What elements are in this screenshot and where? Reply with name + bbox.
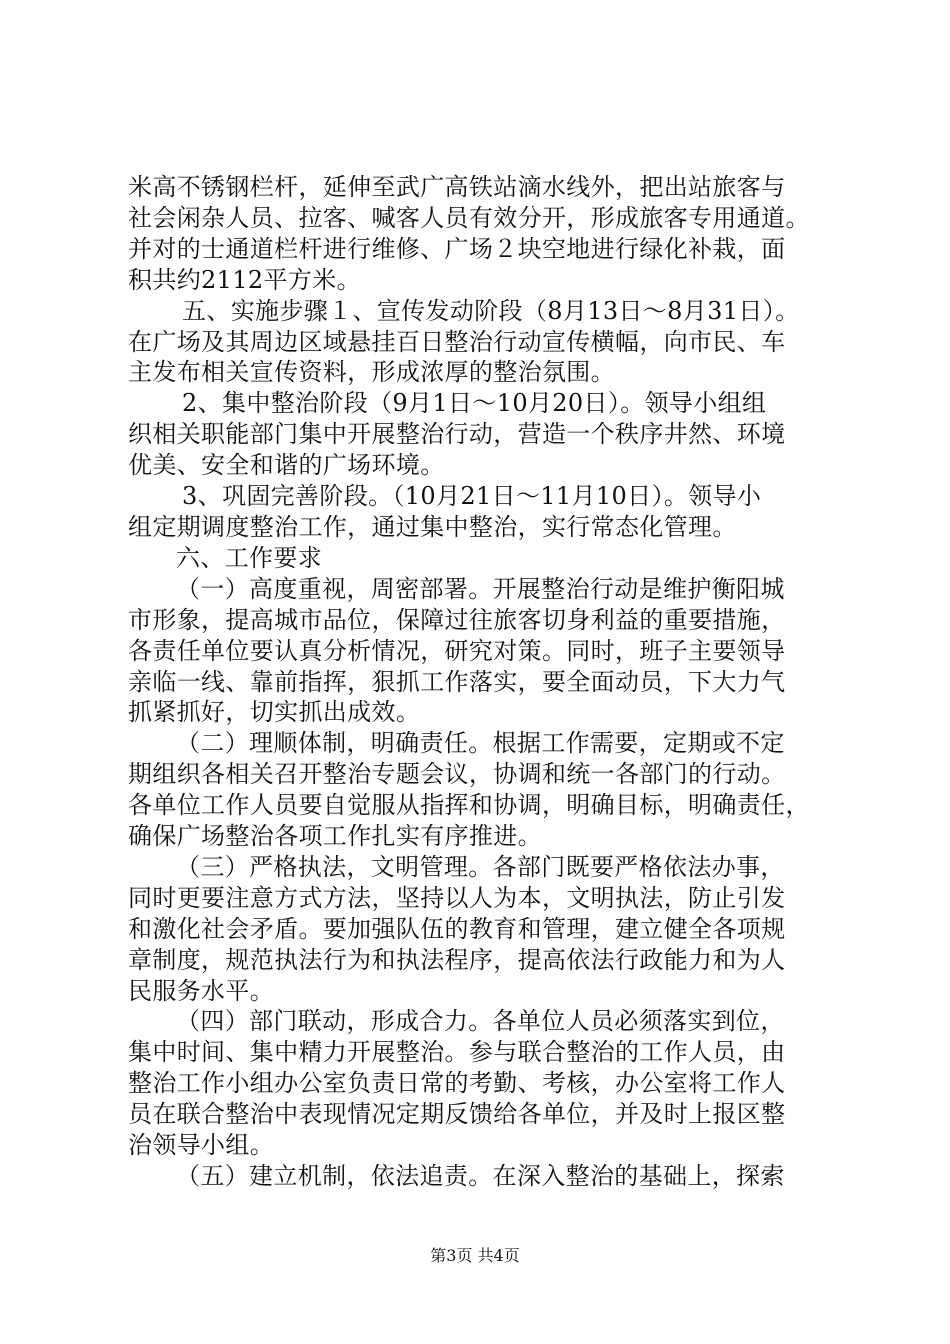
text-line: 2、集中整治阶段（9月1日～10月20日）。领导小组组 [182, 389, 767, 418]
text-line: 亲临一线、靠前指挥，狠抓工作落实，要全面动员，下大力气 [128, 667, 786, 696]
text-line: 积共约2112平方米。 [128, 265, 361, 294]
text-line: （四）部门联动，形成合力。各单位人员必须落实到位， [176, 1007, 785, 1036]
document-body [128, 172, 828, 1192]
text-line: 并对的士通道栏杆进行维修、广场２块空地进行绿化补栽，面 [128, 234, 786, 263]
text-line: （二）理顺体制，明确责任。根据工作需要，定期或不定 [176, 729, 785, 758]
text-line: 同时更要注意方式方法，坚持以人为本，文明执法，防止引发 [128, 883, 786, 912]
text-line: 整治工作小组办公室负责日常的考勤、考核，办公室将工作人 [128, 1069, 786, 1098]
text-line: 织相关职能部门集中开展整治行动，营造一个秩序井然、环境 [128, 420, 786, 449]
text-line: 治领导小组。 [128, 1131, 275, 1160]
text-line: 各责任单位要认真分析情况，研究对策。同时，班子主要领导 [128, 636, 786, 665]
text-line: 和激化社会矛盾。要加强队伍的教育和管理，建立健全各项规 [128, 914, 786, 943]
text-line: 米高不锈钢栏杆，延伸至武广高铁站滴水线外，把出站旅客与 [128, 173, 786, 201]
text-line: 3、巩固完善阶段。（10月21日～11月10日）。领导小 [182, 482, 762, 511]
text-line: 抓紧抓好，切实抓出成效。 [128, 698, 421, 727]
text-line: 确保广场整治各项工作扎实有序推进。 [128, 822, 542, 851]
text-line: （三）严格执法，文明管理。各部门既要严格依法办事， [176, 852, 785, 881]
text-line: 期组织各相关召开整治专题会议，协调和统一各部门的行动。 [128, 760, 786, 789]
page-footer: 第3页 共4页 [430, 1246, 520, 1265]
text-line: 组定期调度整治工作，通过集中整治，实行常态化管理。 [128, 512, 737, 541]
text-line: 优美、安全和谐的广场环境。 [128, 451, 445, 480]
text-line: 在广场及其周边区域悬挂百日整治行动宣传横幅，向市民、车 [128, 327, 786, 356]
text-line: 五、实施步骤１、宣传发动阶段（8月13日～8月31日）。 [182, 296, 800, 325]
text-line: 六、工作要求 [176, 543, 323, 572]
text-line: （一）高度重视，周密部署。开展整治行动是维护衡阳城 [176, 574, 785, 603]
text-line: 各单位工作人员要自觉服从指挥和协调，明确目标，明确责任， [128, 791, 810, 820]
text-line: （五）建立机制，依法追责。在深入整治的基础上，探索 [176, 1162, 785, 1190]
text-line: 集中时间、集中精力开展整治。参与联合整治的工作人员，由 [128, 1038, 786, 1067]
text-line: 员在联合整治中表现情况定期反馈给各单位，并及时上报区整 [128, 1100, 786, 1129]
text-line: 民服务水平。 [128, 976, 275, 1005]
text-line: 主发布相关宣传资料，形成浓厚的整治氛围。 [128, 358, 615, 387]
text-line: 章制度，规范执法行为和执法程序，提高依法行政能力和为人 [128, 945, 786, 974]
text-line: 市形象，提高城市品位，保障过往旅客切身利益的重要措施， [128, 605, 786, 634]
text-line: 社会闲杂人员、拉客、喊客人员有效分开，形成旅客专用通道。 [128, 203, 810, 232]
